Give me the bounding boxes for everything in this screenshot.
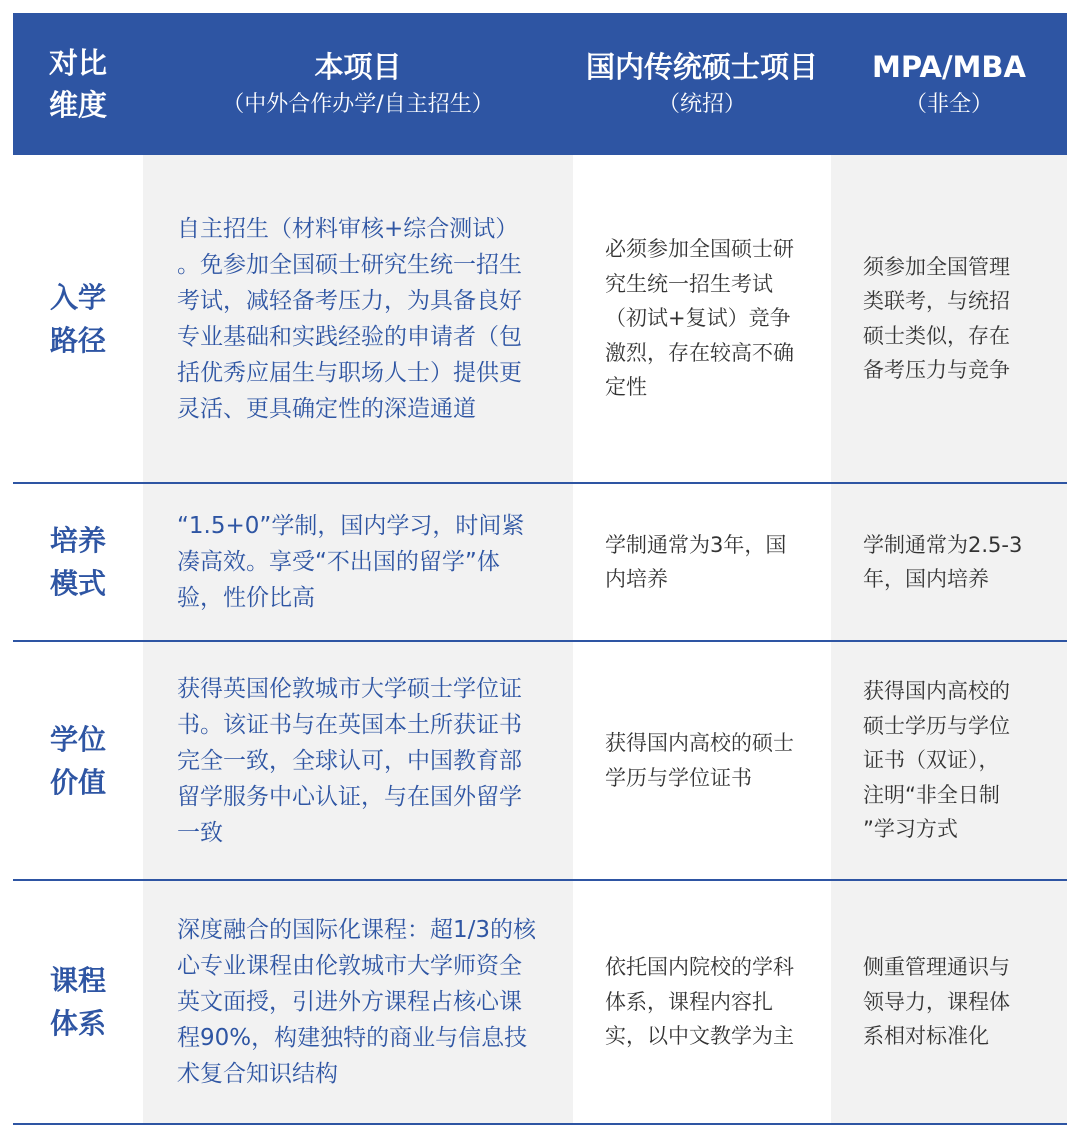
mpa-mba-text: 侧重管理通识与 领导力，课程体 系相对标准化 bbox=[863, 955, 1010, 1049]
header-mpa-mba-title: MPA/MBA bbox=[872, 50, 1026, 84]
this-program-text: 获得英国伦敦城市大学硕士学位证 书。该证书与在英国本土所获证书 完全一致，全球认可，中国教育部 留学服务中心认证，与在国外留学 一致 bbox=[177, 675, 522, 846]
row-label: 课程 体系 bbox=[49, 964, 106, 1040]
header-mpa-mba bbox=[831, 13, 1067, 155]
this-program-cell bbox=[177, 155, 569, 482]
table-row bbox=[13, 881, 1067, 1123]
this-program-cell bbox=[177, 642, 569, 879]
mpa-mba-cell bbox=[863, 881, 1063, 1123]
table-row bbox=[13, 155, 1067, 482]
this-program-text: 自主招生（材料审核+综合测试） 。免参加全国硕士研究生统一招生 考试，减轻备考压力，为具备良好 专业基础和实践经验的申请者（包 括优秀应届生与职场人士）提供更 灵活、更具确定性的深造通道 bbox=[177, 215, 522, 422]
row-label: 培养 模式 bbox=[49, 524, 106, 600]
mpa-mba-text: 学制通常为2.5-3 年，国内培养 bbox=[863, 532, 1023, 591]
this-program-text: 深度融合的国际化课程：超1/3的核 心专业课程由伦敦城市大学师资全 英文面授，引进外方课程占核心课 程90%，构建独特的商业与信息技 术复合知识结构 bbox=[177, 917, 537, 1087]
table-header bbox=[13, 13, 1067, 155]
mpa-mba-cell bbox=[863, 484, 1063, 640]
table-row bbox=[13, 484, 1067, 640]
traditional-cell bbox=[605, 484, 827, 640]
mpa-mba-text: 获得国内高校的 硕士学历与学位 证书（双证）， 注明“非全日制 ”学习方式 bbox=[863, 679, 1010, 842]
traditional-cell bbox=[605, 642, 827, 879]
mpa-mba-cell bbox=[863, 155, 1063, 482]
header-traditional-subtitle: （统招） bbox=[657, 92, 746, 117]
header-this-program-title: 本项目 bbox=[314, 50, 402, 84]
header-traditional-title: 国内传统硕士项目 bbox=[585, 50, 818, 84]
this-program-cell bbox=[177, 881, 569, 1123]
table-row bbox=[13, 642, 1067, 879]
traditional-cell bbox=[605, 881, 827, 1123]
row-label-cell bbox=[13, 484, 143, 640]
header-dimension bbox=[13, 13, 143, 155]
traditional-text: 获得国内高校的硕士 学历与学位证书 bbox=[605, 731, 794, 790]
header-dimension-label: 对比 维度 bbox=[48, 46, 107, 122]
table-bottom-border bbox=[13, 1123, 1067, 1125]
this-program-cell bbox=[177, 484, 569, 640]
row-label-cell bbox=[13, 642, 143, 879]
row-label-cell bbox=[13, 155, 143, 482]
mpa-mba-cell bbox=[863, 642, 1063, 879]
traditional-cell bbox=[605, 155, 827, 482]
mpa-mba-text: 须参加全国管理 类联考，与统招 硕士类似，存在 备考压力与竞争 bbox=[863, 254, 1010, 382]
header-mpa-mba-subtitle: （非全） bbox=[904, 92, 993, 117]
row-label: 学位 价值 bbox=[49, 722, 106, 799]
header-this-program-subtitle: （中外合作办学/自主招生） bbox=[222, 92, 494, 117]
row-label-cell bbox=[13, 881, 143, 1123]
this-program-text: “1.5+0”学制，国内学习，时间紧 凑高效。享受“不出国的留学”体 验，性价比高 bbox=[177, 513, 525, 611]
row-label: 入学 路径 bbox=[49, 280, 106, 357]
header-this-program bbox=[143, 13, 573, 155]
traditional-text: 学制通常为3年，国 内培养 bbox=[605, 532, 787, 591]
header-traditional bbox=[573, 13, 831, 155]
traditional-text: 必须参加全国硕士研 究生统一招生考试 （初试+复试）竞争 激烈，存在较高不确 定性 bbox=[605, 237, 794, 400]
comparison-table bbox=[13, 13, 1067, 1125]
traditional-text: 依托国内院校的学科 体系，课程内容扎 实，以中文教学为主 bbox=[605, 955, 794, 1049]
